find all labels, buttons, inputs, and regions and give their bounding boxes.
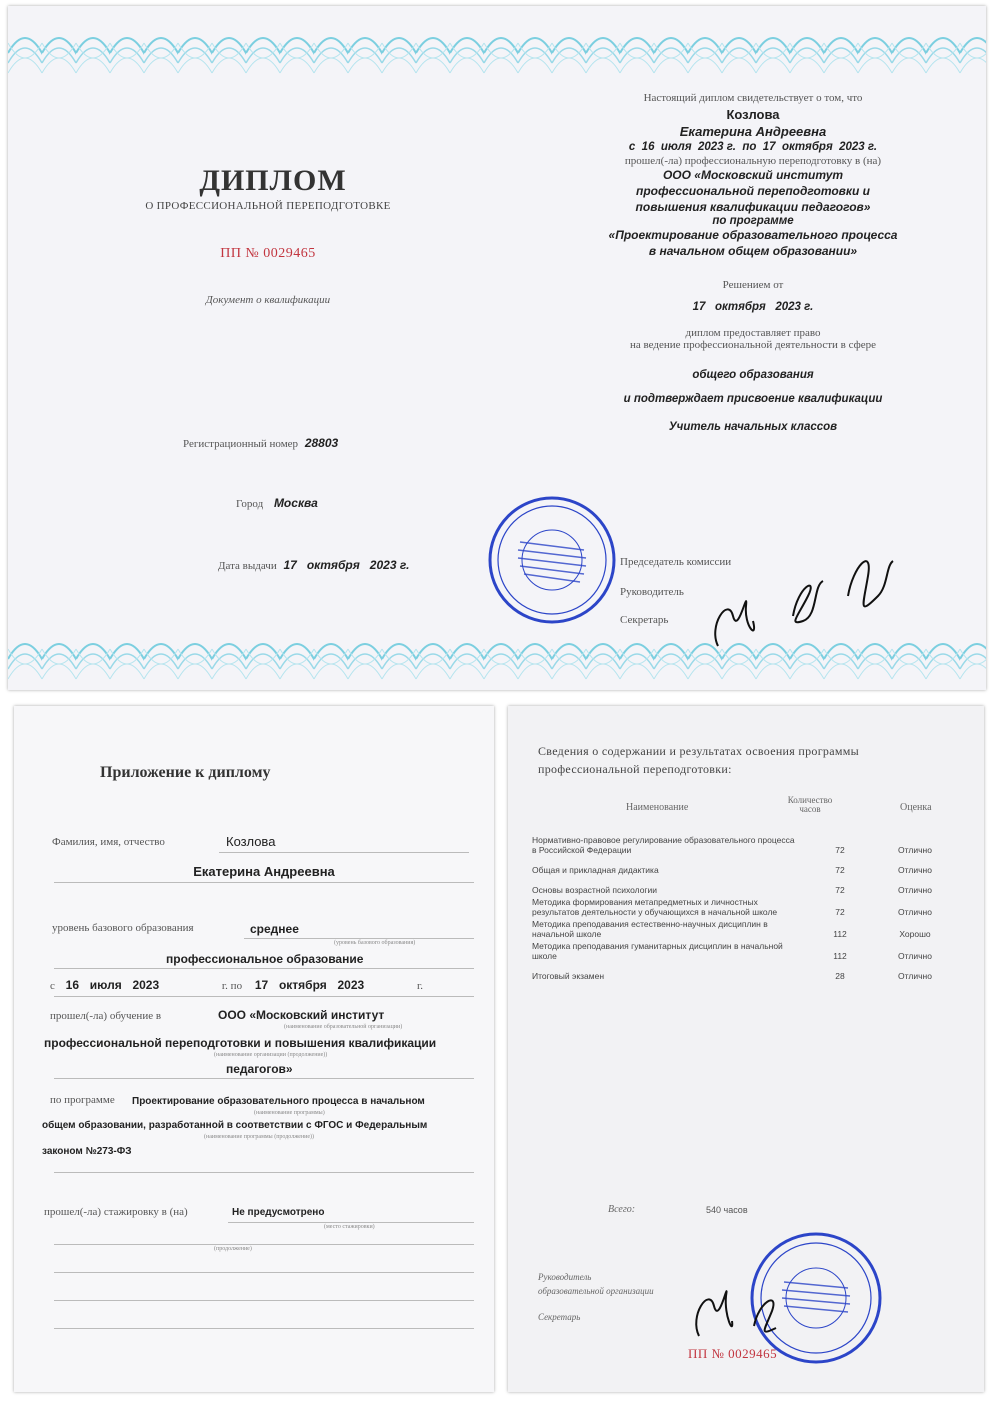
city-row xyxy=(236,496,318,510)
total-value: 540 часов xyxy=(706,1205,748,1215)
appendix-program-1: Проектирование образовательного процесса в начальном xyxy=(132,1096,425,1107)
diploma-number: ПП № 0029465 xyxy=(220,246,316,261)
base-edu-value-2: профессиональное образование xyxy=(166,952,364,966)
registration-number: 28803 xyxy=(304,436,339,450)
organization-line-1: ООО «Московский институт xyxy=(662,168,844,182)
org-caption-2: (наименование организации (продолжение)) xyxy=(214,1052,328,1058)
confirms-line: и подтверждает присвоение квалификации xyxy=(623,393,883,405)
period-from-day: 16 xyxy=(65,978,79,992)
top-ornament-band xyxy=(8,18,986,88)
activity-sphere: общего образования xyxy=(692,369,814,381)
registration-row xyxy=(183,436,338,450)
head-sign-label: Руководитель xyxy=(620,586,684,598)
issue-date-row xyxy=(218,558,409,572)
table-row xyxy=(530,834,950,856)
appendix-program-3: законом №273-ФЗ xyxy=(42,1146,132,1157)
issue-date-label: Дата выдачи xyxy=(218,560,277,572)
appendix-org-2: профессиональной переподготовки и повышения квалификации xyxy=(44,1036,437,1050)
course-grade: Отлично xyxy=(898,907,932,917)
diploma-sheet xyxy=(8,6,986,690)
results-head-sign-label-2: образовательной организации xyxy=(538,1286,654,1296)
blank-line-2 xyxy=(54,1300,474,1301)
org-caption: (наименование образовательной организации) xyxy=(284,1024,403,1030)
course-name: Методика формирования метапредметных и личностных результатов деятельности у обучающихся в начальной школе xyxy=(532,897,778,917)
results-secretary-label: Секретарь xyxy=(538,1312,581,1322)
course-name: Методика преподавания гуманитарных дисциплин в начальной школе xyxy=(532,941,783,961)
secretary-sign-label: Секретарь xyxy=(620,614,669,626)
fio-label: Фамилия, имя, отчество xyxy=(52,836,165,848)
course-grade: Отлично xyxy=(898,865,932,875)
table-row xyxy=(530,896,950,918)
course-hours: 72 xyxy=(835,885,845,895)
org-line xyxy=(54,1078,474,1079)
course-hours: 28 xyxy=(835,971,845,981)
results-heading-1: Сведения о содержании и результатах освоения программы xyxy=(538,744,860,758)
results-number: ПП № 0029465 xyxy=(688,1346,778,1361)
internship-value: Не предусмотрено xyxy=(232,1207,325,1218)
appendix-program-2: общем образовании, разработанной в соответствии с ФГОС и Федеральным xyxy=(42,1120,428,1131)
registration-label: Регистрационный номер xyxy=(183,438,299,450)
internship-line-2 xyxy=(54,1244,474,1245)
col-name-header: Наименование xyxy=(626,802,689,813)
appendix-name: Екатерина Андреевна xyxy=(193,864,335,879)
appendix-sheet xyxy=(14,706,494,1392)
results-signatures-icon xyxy=(684,1266,794,1346)
course-hours: 72 xyxy=(835,865,845,875)
program-label: по программе xyxy=(712,215,794,227)
issue-date-value: 17 октября 2023 г. xyxy=(283,558,410,572)
table-row xyxy=(530,876,950,896)
diploma-body xyxy=(518,92,986,433)
base-edu-line xyxy=(244,938,474,939)
courses-table xyxy=(530,834,950,982)
decision-date: 17 октября 2023 г. xyxy=(692,301,814,313)
base-edu-label: уровень базового образования xyxy=(52,922,194,934)
course-grade: Хорошо xyxy=(899,929,931,939)
appendix-surname: Козлова xyxy=(226,834,276,849)
period-to-day: 17 xyxy=(254,978,269,992)
appendix-org-3: педагогов» xyxy=(226,1062,293,1076)
period-to-prefix: г. по xyxy=(221,980,243,992)
course-grade: Отлично xyxy=(898,971,932,981)
results-heading-2: профессиональной переподготовки: xyxy=(538,762,732,776)
course-name: Методика преподавания естественно-научных дисциплин в начальной школе xyxy=(532,919,768,939)
col-hours-header: Количество часов xyxy=(787,795,833,814)
qualification: Учитель начальных классов xyxy=(668,421,838,433)
period-from-prefix: с xyxy=(50,980,55,992)
diploma-title: ДИПЛОМ xyxy=(199,164,347,197)
base-edu-caption: (уровень базового образования) xyxy=(334,940,416,946)
results-sheet xyxy=(508,706,984,1392)
appendix-period xyxy=(50,978,480,992)
blank-line-3 xyxy=(54,1328,474,1329)
internship-line xyxy=(228,1222,474,1223)
appendix-title: Приложение к диплому xyxy=(100,764,271,781)
program-line xyxy=(54,1172,474,1173)
internship-label: прошел(-ла) стажировку в (на) xyxy=(44,1206,188,1218)
course-grade: Отлично xyxy=(898,885,932,895)
period-to-year: 2023 xyxy=(337,978,365,992)
course-name: Общая и прикладная дидактика xyxy=(532,865,659,875)
col-grade-header: Оценка xyxy=(900,802,932,813)
organization-seal-icon xyxy=(486,494,618,626)
course-hours: 112 xyxy=(833,929,847,939)
holder-name: Екатерина Андреевна xyxy=(679,124,827,139)
passed-label: прошел(-ла) обучение в xyxy=(50,1010,162,1022)
course-grade: Отлично xyxy=(898,951,932,961)
course-hours: 112 xyxy=(833,951,847,961)
organization-name xyxy=(518,167,986,215)
program-line-2: в начальном общем образовании» xyxy=(648,244,858,258)
document-note: Документ о квалификации xyxy=(205,294,331,306)
table-row xyxy=(530,962,950,982)
table-row xyxy=(530,918,950,940)
period-to-suffix: г. xyxy=(416,980,423,992)
course-hours: 72 xyxy=(835,845,845,855)
period-to-month: октября xyxy=(278,978,327,992)
total-label: Всего: xyxy=(608,1204,636,1215)
signatures-icon xyxy=(698,526,908,656)
course-grade: Отлично xyxy=(898,845,932,855)
diploma-subtitle: О ПРОФЕССИОНАЛЬНОЙ ПЕРЕПОДГОТОВКЕ xyxy=(145,200,391,212)
internship-caption-2: (продолжение) xyxy=(214,1246,252,1252)
program-line-1: «Проектирование образовательного процесса xyxy=(608,228,898,242)
course-name: Основы возрастной психологии xyxy=(532,885,658,895)
base-edu-line-2 xyxy=(54,968,474,969)
course-hours: 72 xyxy=(835,907,845,917)
internship-caption: (место стажировки) xyxy=(324,1224,375,1230)
certifies-line: Настоящий диплом свидетельствует о том, что xyxy=(643,92,863,104)
appendix-org-1: ООО «Московский институт xyxy=(218,1008,385,1022)
organization-line-3: повышения квалификации педагогов» xyxy=(635,200,871,214)
table-row xyxy=(530,856,950,876)
city-label: Город xyxy=(236,498,264,510)
decision-label: Решением от xyxy=(722,279,784,291)
course-name: Итоговый экзамен xyxy=(532,971,605,981)
fio-line xyxy=(219,852,469,853)
study-period: с 16 июля 2023 г. по 17 октября 2023 г. xyxy=(628,141,878,153)
program-name xyxy=(518,227,986,259)
program-caption-2: (наименование программы (продолжение)) xyxy=(204,1134,315,1140)
holder-surname: Козлова xyxy=(726,107,780,122)
base-edu-value: среднее xyxy=(250,922,299,936)
city-value: Москва xyxy=(273,496,318,510)
chair-sign-label: Председатель комиссии xyxy=(620,556,732,568)
table-row xyxy=(530,940,950,962)
blank-line-1 xyxy=(54,1272,474,1273)
grants-line-2: на ведение профессиональной деятельности в сфере xyxy=(629,339,877,351)
organization-line-2: профессиональной переподготовки и xyxy=(635,184,871,198)
results-head-sign-label: Руководитель xyxy=(538,1272,592,1282)
passed-line: прошел(-ла) профессиональную переподготовку в (на) xyxy=(624,155,882,167)
name-line xyxy=(54,882,474,883)
period-line xyxy=(54,996,474,997)
program-label: по программе xyxy=(50,1094,115,1106)
course-name: Нормативно-правовое регулирование образовательного процесса в Российской Федерации xyxy=(532,835,795,855)
grants-line-1: диплом предоставляет право xyxy=(685,327,821,339)
period-from-year: 2023 xyxy=(132,978,160,992)
program-caption: (наименование программы) xyxy=(254,1110,325,1116)
period-from-month: июля xyxy=(89,978,122,992)
